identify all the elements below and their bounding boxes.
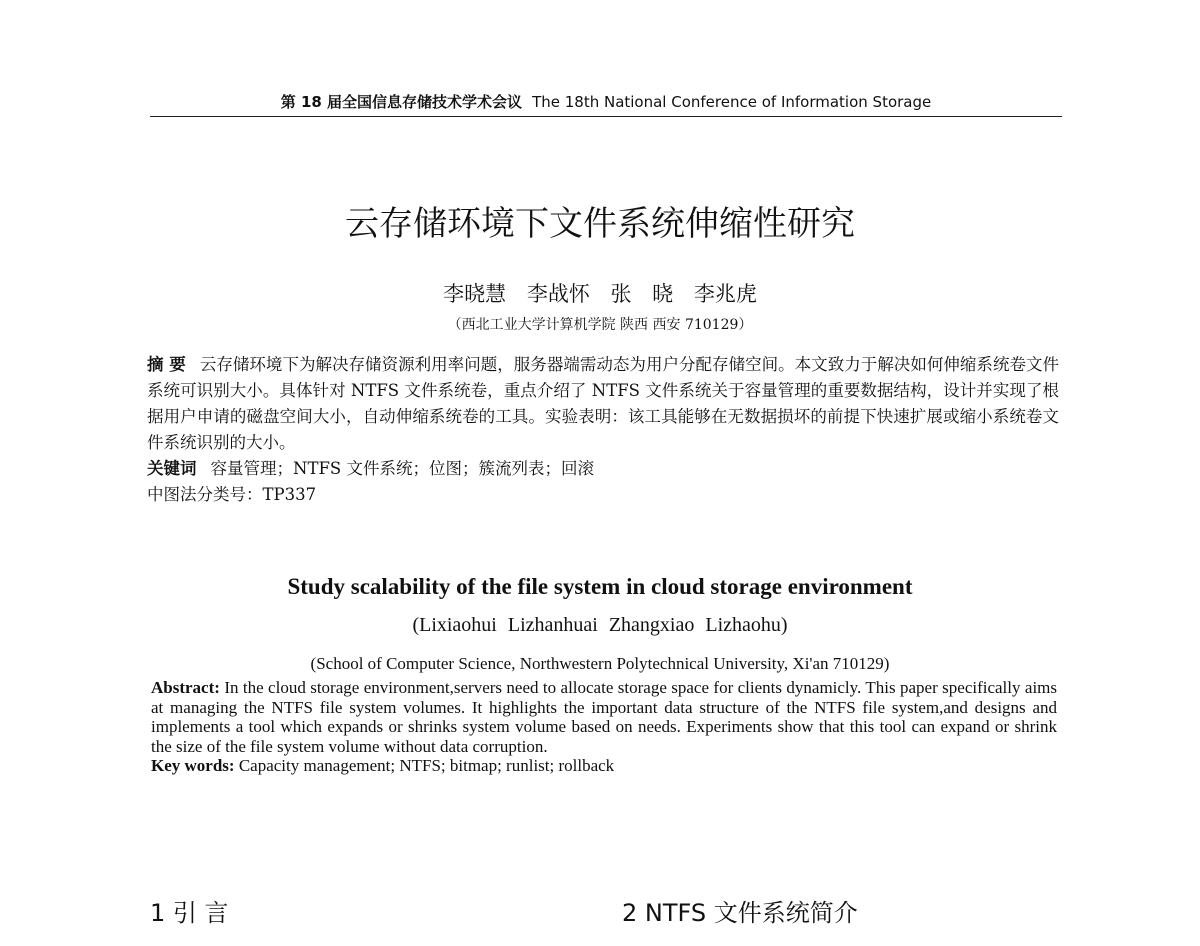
header-cn: 第 18 届全国信息存储技术学术会议 <box>280 93 523 111</box>
keywords-en-label: Key words: <box>151 756 235 775</box>
header-en: The 18th National Conference of Information Storage <box>532 93 932 111</box>
keywords-cn-label: 关键词 <box>147 459 197 478</box>
affiliation-en: (School of Computer Science, Northwestern Polytechnical University, Xi'an 710129) <box>310 654 890 673</box>
keywords-cn-text: 容量管理；NTFS 文件系统；位图；簇流列表；回滚 <box>210 459 594 478</box>
abstract-en <box>151 678 1057 776</box>
abstract-en-label: Abstract: <box>151 678 220 697</box>
authors: 李晓慧 李战怀 张 晓 李兆虎 <box>443 282 757 306</box>
paper-title: 云存储环境下文件系统伸缩性研究 <box>345 204 855 244</box>
classification: 中图法分类号：TP337 <box>147 485 317 504</box>
affiliation: （西北工业大学计算机学院 陕西 西安 710129） <box>447 317 753 333</box>
section-2-heading: 2 NTFS 文件系统简介 <box>622 899 858 927</box>
abstract-cn-label: 摘 要 <box>147 355 186 374</box>
title-en: Study scalability of the file system in cloud storage environment <box>287 574 913 599</box>
section-1-heading: 1 引 言 <box>150 899 229 927</box>
header-rule <box>150 116 1062 117</box>
running-header <box>150 91 1062 112</box>
abstract-en-text: In the cloud storage environment,servers need to allocate storage space for clients dynamicly. This paper specifically aims at managing the NTFS file system volumes. It highlights the important data structure of the NTFS file system,and designs and implements a tool which expands or shrinks system volume based on needs. Experiments show that this tool can expand or shrink the size of the file system volume without data corruption. <box>151 678 1058 756</box>
keywords-en-text: Capacity management; NTFS; bitmap; runlist; rollback <box>238 756 615 775</box>
abstract-cn-text: 云存储环境下为解决存储资源利用率问题，服务器端需动态为用户分配存储空间。本文致力于解决如何伸缩系统卷文件系统可识别大小。具体针对 NTFS 文件系统卷，重点介绍了 NTFS 文件系统关于容量管理的重要数据结构，设计并实现了根据用户申请的磁盘空间大小，自动伸缩系统卷的工具。实验表明：该工具能够在无数据损坏的前提下快速扩展或缩小系统卷文件系统识别的大小。 <box>147 355 1060 452</box>
abstract-cn <box>147 352 1059 508</box>
authors-en: (Lixiaohui Lizhanhuai Zhangxiao Lizhaohu) <box>412 614 788 636</box>
